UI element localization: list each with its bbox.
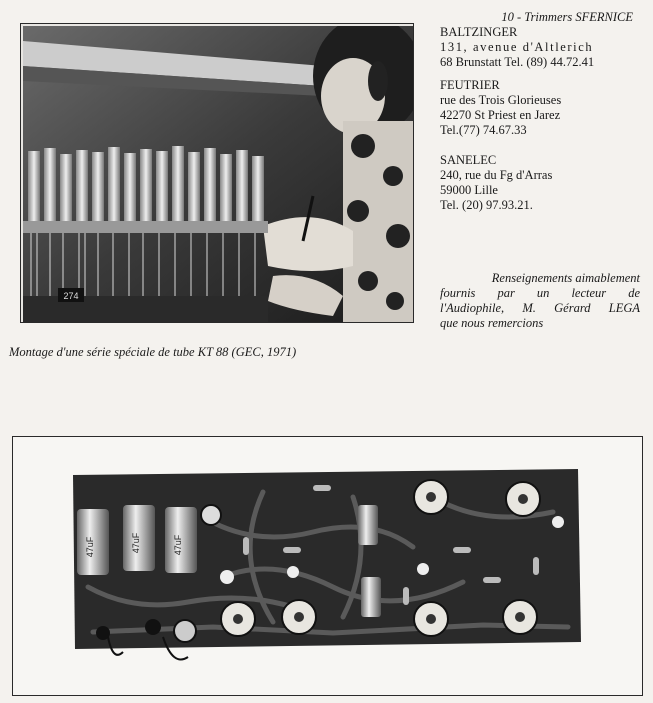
supplier-phone: 68 Brunstatt Tel. (89) 44.72.41 (440, 55, 595, 69)
supplier-city: 42270 St Priest en Jarez (440, 108, 561, 122)
note-line: fournis par un lecteur de (440, 286, 640, 300)
note-line: Renseignements aimablement (491, 271, 640, 285)
tube-assembly-photo (20, 23, 414, 323)
photo-caption: Montage d'une série spéciale de tube KT 88 (GEC, 1971) (9, 345, 297, 359)
address-line: 131, avenue d'Altlerich (440, 40, 594, 54)
supplier-phone: Tel. (20) 97.93.21. (440, 198, 533, 212)
capacitor-label: 47uF (85, 536, 95, 558)
supplier-sanelec (440, 153, 645, 213)
capacitor-label: 47uF (173, 534, 183, 556)
supplier-baltzinger (440, 25, 645, 70)
pcb-photo (12, 436, 643, 696)
section-heading: 10 - Trimmers SFERNICE (501, 10, 633, 24)
capacitor-label: 47uF (131, 532, 141, 554)
tray-number-label: 274 (63, 291, 79, 301)
note-line: l'Audiophile, M. Gérard LEGA (440, 301, 640, 315)
tube-assembly-illustration (23, 26, 413, 322)
note-line: que nous remercions (440, 316, 544, 330)
electrolytic-capacitors (77, 505, 197, 575)
supplier-name: BALTZINGER (440, 25, 518, 39)
supplier-name: FEUTRIER (440, 78, 500, 92)
supplier-address: rue des Trois Glorieuses (440, 93, 562, 107)
acknowledgement-note (440, 271, 640, 331)
pcb-illustration (13, 437, 642, 695)
supplier-list (440, 10, 645, 213)
supplier-phone: Tel.(77) 74.67.33 (440, 123, 527, 137)
supplier-city: 59000 Lille (440, 183, 498, 197)
supplier-address: 240, rue du Fg d'Arras (440, 168, 553, 182)
supplier-feutrier (440, 78, 645, 138)
supplier-name: SANELEC (440, 153, 497, 167)
supplier-address (440, 40, 645, 55)
